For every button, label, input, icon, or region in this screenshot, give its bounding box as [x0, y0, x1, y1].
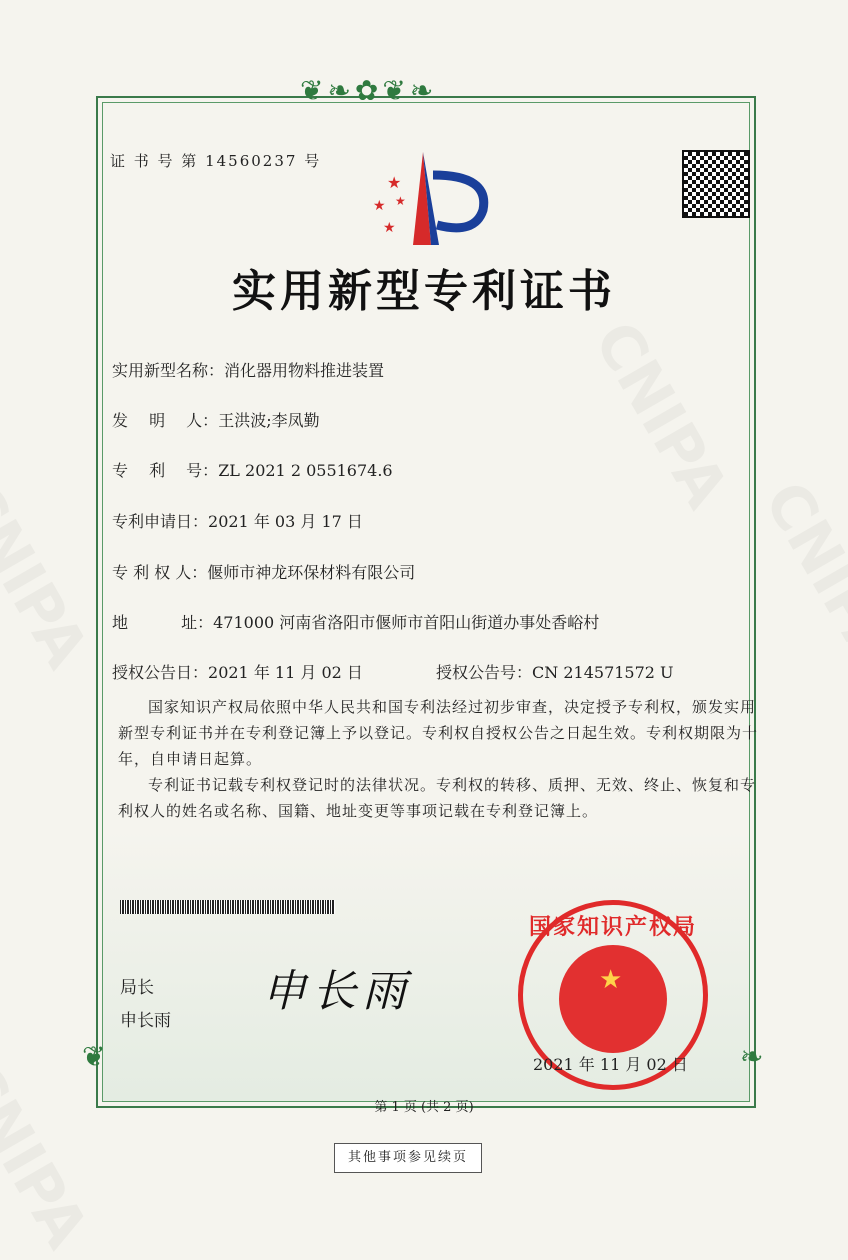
field-value: 2021 年 11 月 02 日 — [208, 663, 363, 682]
field-label: 授权公告号： — [436, 663, 533, 682]
field-label: 发 明 人： — [112, 411, 219, 430]
national-emblem-icon — [559, 945, 667, 1053]
field-label: 专 利 权 人： — [112, 563, 208, 582]
field-grant-date — [112, 660, 363, 683]
page-indicator: 第 1 页 (共 2 页) — [374, 1100, 474, 1115]
field-value: ZL 2021 2 0551674.6 — [218, 461, 393, 480]
star-icon: ★ — [599, 965, 623, 995]
field-value: 王洪波;李凤勤 — [218, 411, 320, 430]
paragraph: 专利证书记载专利权登记时的法律状况。专利权的转移、质押、无效、终止、恢复和专利权人的姓名或名称、国籍、地址变更等事项记载在专利登记簿上。 — [118, 776, 757, 820]
corner-ornament-icon: ❦ — [82, 1040, 106, 1073]
field-patent-number — [112, 458, 393, 481]
signature: 申长雨 — [262, 966, 412, 1017]
field-patentee — [112, 560, 415, 583]
svg-text:★: ★ — [395, 194, 406, 208]
seal-text: 国家知识产权局 — [528, 914, 697, 940]
top-ornament-icon: ❦❧✿❦❧ — [300, 74, 438, 107]
field-inventors — [112, 408, 320, 431]
field-label: 实用新型名称： — [112, 361, 225, 380]
certificate-number: 证 书 号 第 14560237 号 — [110, 152, 322, 170]
continuation-note: 其他事项参见续页 — [334, 1143, 482, 1173]
field-value: 2021 年 03 月 17 日 — [208, 512, 363, 531]
svg-text:★: ★ — [373, 198, 386, 214]
field-label: 授权公告日： — [112, 663, 209, 682]
seal-date: 2021 年 11 月 02 日 — [533, 1055, 688, 1074]
field-value: 消化器用物料推进装置 — [224, 361, 385, 380]
page-title: 实用新型专利证书 — [232, 266, 616, 317]
corner-ornament-icon: ❧ — [740, 1040, 764, 1073]
cnipa-logo — [365, 150, 490, 245]
qr-code — [682, 150, 750, 218]
statement — [118, 694, 768, 824]
field-address — [112, 610, 599, 633]
field-label: 专利申请日： — [112, 512, 209, 531]
field-value: CN 214571572 U — [532, 663, 674, 682]
signer-title: 局长 — [120, 978, 154, 998]
field-label: 地 址： — [112, 613, 214, 632]
field-application-date — [112, 509, 363, 532]
field-label: 专 利 号： — [112, 461, 219, 480]
field-value: 偃师市神龙环保材料有限公司 — [207, 563, 416, 582]
watermark — [750, 470, 848, 679]
watermark — [0, 470, 101, 679]
field-name — [112, 358, 384, 381]
signer-name: 申长雨 — [120, 1011, 171, 1031]
field-announcement-number — [436, 660, 674, 683]
field-value: 471000 河南省洛阳市偃师市首阳山街道办事处香峪村 — [213, 613, 600, 632]
svg-text:★: ★ — [387, 173, 402, 192]
svg-text:★: ★ — [383, 220, 396, 236]
barcode — [120, 900, 335, 914]
paragraph: 国家知识产权局依照中华人民共和国专利法经过初步审查，决定授予专利权，颁发实用新型专利证书并在专利登记簿上予以登记。专利权自授权公告之日起生效。专利权期限为十年，自申请日起算。 — [118, 698, 759, 768]
watermark — [0, 1050, 101, 1259]
